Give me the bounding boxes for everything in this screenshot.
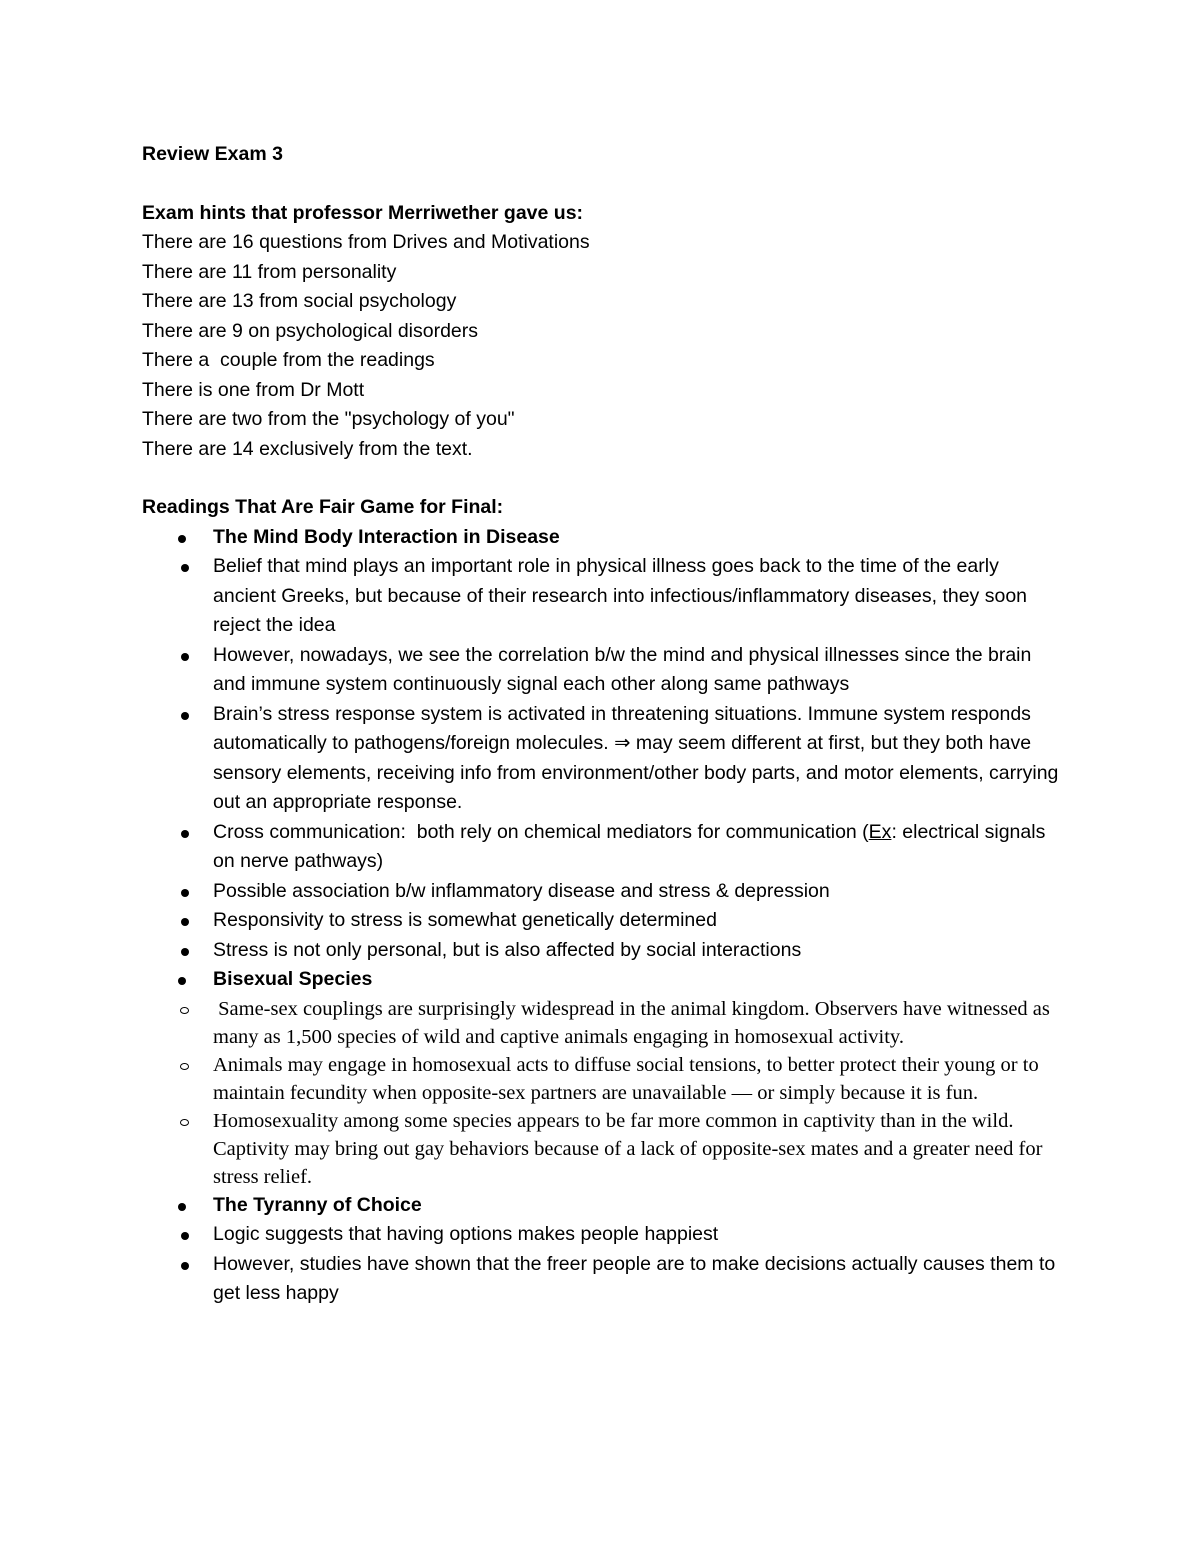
list-item [143,641,1062,700]
item-text: Homosexuality among some species appears to be far more common in captivity than in the wild. Captivity may bring out gay behaviors because of a lack of opposite-sex mates and a greater need for stress relief. [213,1109,1043,1188]
list-item [143,1220,1062,1250]
list-item [143,936,1062,966]
hints-heading: Exam hints that professor Merriwether gave us: [142,201,584,224]
spacer [142,464,1062,493]
hint-line: There a couple from the readings [142,349,435,371]
hint-line: There are 13 from social psychology [142,290,457,312]
item-text: Responsivity to stress is somewhat genetically determined [213,909,717,931]
list-item [143,995,1062,1051]
hint-line: There are 9 on psychological disorders [142,319,479,342]
bullet-icon [178,1203,186,1211]
hollow-bullet-icon [180,1007,189,1014]
list-item [143,877,1062,907]
page-title: Review Exam 3 [142,143,283,165]
item-text: However, nowadays, we see the correlation b/w the mind and physical illnesses since the brain and immune system continuously signal each other along same pathways [213,643,1032,695]
hint-line: There is one from Dr Mott [142,378,365,401]
hint-line: There are two from the "psychology of you" [142,408,515,430]
item-text: Possible association b/w inflammatory disease and stress & depression [213,879,830,902]
item-text: Stress is not only personal, but is also affected by social interactions [213,938,802,961]
bullet-icon [181,653,189,661]
reading-section [142,523,1062,966]
bullet-icon [178,535,186,543]
hollow-bullet-icon [180,1119,189,1126]
reading-section [142,965,1062,1191]
list-item [143,906,1062,936]
bullet-icon [181,948,189,956]
list-item [143,1051,1062,1107]
section-items [213,552,1062,965]
hint-line: There are 11 from personality [142,260,397,283]
section-title: The Tyranny of Choice [213,1193,422,1216]
bullet-icon [181,1232,189,1240]
bullet-icon [178,977,186,985]
reading-section [142,1191,1062,1309]
bullet-icon [181,712,189,720]
document-page [142,140,1062,1309]
item-text: Brain’s stress response system is activated in threatening situations. Immune system responds automatically to pathogens/foreign molecules. ⇒ may seem different at first, but they both have sensory elements, receiving info from environment/other body parts, and motor elements, carrying out an appropriate response. [213,702,1059,813]
list-item [143,818,1062,877]
bullet-icon [181,564,189,572]
bullet-icon [181,1262,189,1270]
list-item [143,1250,1062,1309]
item-text: Belief that mind plays an important role in physical illness goes back to the time of the early ancient Greeks, but because of their research into infectious/inflammatory diseases, they soon reject the idea [213,555,1028,636]
item-text: Logic suggests that having options makes people happiest [213,1223,719,1245]
list-item [143,552,1062,641]
section-items [213,1220,1062,1309]
list-item [143,1107,1062,1191]
item-text: Same-sex couplings are surprisingly widespread in the animal kingdom. Observers have witnessed as many as 1,500 species of wild and captive animals engaging in homosexual activity. [213,997,1056,1048]
bullet-icon [181,889,189,897]
section-title: The Mind Body Interaction in Disease [213,525,560,548]
section-items [213,995,1062,1191]
item-text: Animals may engage in homosexual acts to diffuse social tensions, to better protect their young or to maintain fecundity when opposite-sex partners are unavailable — or simply because it is fun. [213,1053,1039,1104]
readings-list [142,523,1062,1309]
readings-heading: Readings That Are Fair Game for Final: [142,496,504,518]
item-text-start: Cross communication: both rely on chemical mediators for communication ( [213,820,869,843]
list-item [143,700,1062,818]
hint-line: There are 16 questions from Drives and Motivations [142,231,590,253]
example-link[interactable]: Ex [868,820,892,843]
bullet-icon [181,918,189,926]
bullet-icon [181,830,189,838]
item-text-end: : electrical signals on nerve pathways) [213,820,1046,872]
section-title: Bisexual Species [213,968,373,990]
hint-line: There are 14 exclusively from the text. [142,437,473,460]
item-text: However, studies have shown that the freer people are to make decisions actually causes them to get less happy [213,1252,1056,1304]
hollow-bullet-icon [180,1063,189,1070]
